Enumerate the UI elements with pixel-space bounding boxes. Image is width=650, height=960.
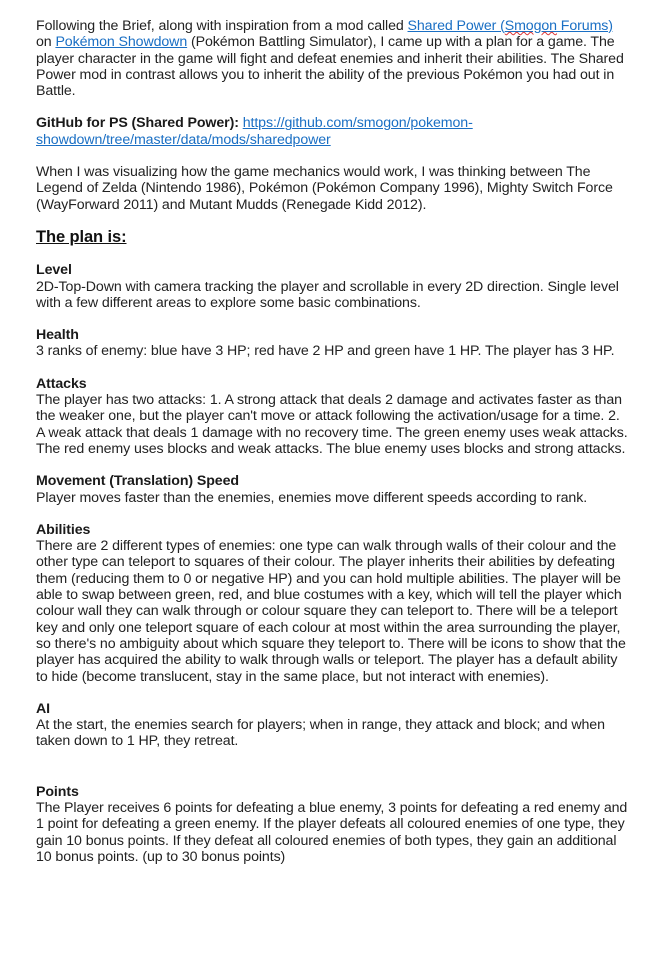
- github-link[interactable]: https://github.com/smogon/pokemon-showdown/tree/master/data/mods/sharedpower: [36, 115, 473, 148]
- inspiration-paragraph: When I was visualizing how the game mechanics would work, I was thinking between The Legend of Zelda (Nintendo 1986), Pokémon (Pokémon Company 1996), Mighty Switch Force (WayForward 2011) and Mutant Mudds (Renegade Kidd 2012).: [36, 164, 613, 213]
- intro-paragraph: [36, 18, 630, 99]
- section-body: The player has two attacks: 1. A strong attack that deals 2 damage and activates faster as than the weaker one, but the player can't move or attack following the activation/usage for a time. 2. A weak attack that deals 1 damage with no recovery time. The green enemy uses weak attacks. The red enemy uses blocks and weak attacks. The blue enemy uses blocks and strong attacks.: [36, 392, 628, 457]
- intro-text: on: [36, 34, 56, 51]
- section-body: 2D-Top-Down with camera tracking the player and scrollable in every 2D direction. Single level with a few different areas to explore some basic combinations.: [36, 278, 619, 311]
- section-title: AI: [36, 700, 50, 717]
- section-title: Movement (Translation) Speed: [36, 473, 239, 490]
- section-title: Points: [36, 783, 79, 800]
- section-title: Abilities: [36, 521, 91, 538]
- github-paragraph: [36, 115, 630, 148]
- section-level: [36, 262, 630, 311]
- section-body: The Player receives 6 points for defeating a blue enemy, 3 points for defeating a red enemy and 1 point for defeating a green enemy. If the player defeats all coloured enemies of one type, they gain 10 bonus points. If they defeat all coloured enemies of both types, they gain an additional 10 bonus points. (up to 30 bonus points): [36, 799, 628, 865]
- section-points: [36, 784, 630, 865]
- section-body: There are 2 different types of enemies: one type can walk through walls of their colour and the other type can teleport to squares of their colour. The player inherits their abilities by defeating them (reducing them to 0 or negative HP) and you can hold multiple abilities. The player will be able to swap between green, red, and blue costumes with a key, which will tell the player which colour wall they can walk through or colour square they can teleport to. There will be a teleport key and only one teleport square of each colour at most within the area surrounding the player, so there's no ambiguity about which square they teleport to. There will be icons to show that the player has acquired the ability to walk through walls or teleport. The player has a default ability to hide (become translucent, stay in the same place, but not interact with enemies).: [36, 538, 626, 685]
- pokemon-showdown-link[interactable]: Pokémon Showdown: [55, 34, 188, 51]
- link-text: Shared Power (: [407, 18, 505, 34]
- spellcheck-word: Smogon: [504, 18, 557, 34]
- intro-text: (Pokémon Battling Simulator), I came up with a plan for a game. The player character in the game will fight and defeat enemies and inherit their abilities. The Shared Power mod in contrast allows you to inherit the ability of the previous Pokémon you had out in Battle.: [36, 34, 624, 100]
- section-movement-speed: [36, 473, 630, 506]
- intro-text: Following the Brief, along with inspiration from a mod called: [36, 18, 408, 34]
- section-body: At the start, the enemies search for players; when in range, they attack and block; and when taken down to 1 HP, they retreat.: [36, 717, 605, 750]
- link-text: Forums): [556, 18, 613, 34]
- section-attacks: [36, 376, 630, 457]
- section-abilities: [36, 522, 630, 685]
- section-body: Player moves faster than the enemies, enemies move different speeds according to rank.: [36, 489, 588, 506]
- section-title: Level: [36, 262, 72, 279]
- github-label: GitHub for PS (Shared Power):: [36, 115, 239, 132]
- shared-power-link[interactable]: [408, 18, 613, 34]
- section-title: Attacks: [36, 375, 87, 392]
- plan-heading: The plan is:: [36, 227, 127, 246]
- section-ai: [36, 701, 630, 750]
- section-body: 3 ranks of enemy: blue have 3 HP; red have 2 HP and green have 1 HP. The player has 3 HP.: [36, 343, 615, 360]
- section-title: Health: [36, 327, 79, 344]
- section-health: [36, 327, 630, 360]
